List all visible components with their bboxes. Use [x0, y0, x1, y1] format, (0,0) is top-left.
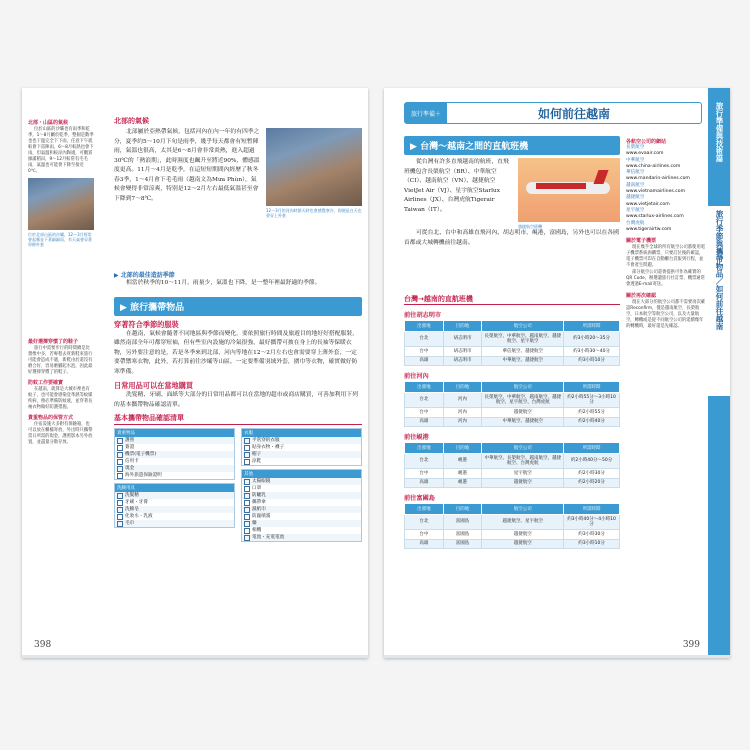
left-page: [22, 88, 368, 658]
checklist-category: 貴重物品: [115, 429, 234, 437]
checkbox-icon[interactable]: [117, 507, 123, 513]
checklist-item-label: 洗髮精: [125, 493, 139, 498]
checklist-item-label: 涼鞋: [252, 459, 262, 464]
table-cell: 富國島: [443, 515, 482, 530]
best-season-heading-text: 北部的最佳造訪季節: [120, 272, 175, 279]
sapa-photo: [28, 178, 94, 230]
checkbox-icon[interactable]: [244, 445, 250, 451]
table-cell: 星宇航空: [482, 469, 564, 479]
best-season-heading: ▶ 北部的最佳造訪季節: [114, 272, 175, 279]
table-cell: 台北: [405, 393, 444, 408]
airline-entry: [626, 145, 706, 158]
checklist-item[interactable]: [242, 492, 361, 499]
checklist-item[interactable]: [115, 492, 234, 499]
airline-name: 越捷航空: [626, 195, 645, 201]
table-row: [405, 469, 620, 479]
table-cell: 富國島: [443, 539, 482, 549]
checkbox-icon[interactable]: [244, 438, 250, 444]
page-number-right: 399: [682, 640, 700, 650]
checkbox-icon[interactable]: [244, 514, 250, 520]
checklist-item[interactable]: [115, 499, 234, 506]
checklist-item-label: 防蟲噴霧: [252, 514, 271, 519]
checklist-item[interactable]: [115, 451, 234, 458]
reconfirm-heading: 關於再次確認: [626, 293, 657, 300]
checkbox-icon[interactable]: [117, 466, 123, 472]
table-row: [405, 515, 620, 530]
eticket-body-2: 部分航空公司還會提供可作為確實的QR Code，辦選遺旅行社訂票，機票通常會透過E-mail寄送。: [626, 270, 705, 288]
checklist-item-label: 濕紙巾: [252, 507, 266, 512]
route-col-header: 所需時間: [564, 504, 620, 515]
route-col-header: 航空公司: [482, 382, 564, 393]
table-cell: 河內: [443, 393, 482, 408]
airline-entry: [626, 221, 706, 234]
checklist-item[interactable]: [115, 465, 234, 472]
table-cell: 胡志明市: [443, 356, 482, 366]
route-col-header: 目的地: [443, 321, 482, 332]
side-heading-mosquito: 防蚊工作要確實: [28, 380, 64, 386]
checklist-item-label: 電池・充電電池: [252, 535, 285, 540]
table-cell: 台中: [405, 469, 444, 479]
table-row: [405, 393, 620, 408]
checklist-item-label: 相機: [252, 528, 262, 533]
table-cell: 約2小時40分～50分: [564, 454, 620, 469]
table-row: [405, 454, 620, 469]
clothes-heading: 穿著符合季節的服裝: [114, 319, 179, 329]
table-cell: 高雄: [405, 539, 444, 549]
side-tab-label-2: 旅行季節與攜帶物品／如何前往越南: [715, 210, 724, 330]
checklist-title: 基本攜帶物品確認清單: [114, 413, 362, 425]
table-cell: 越捷航空、星宇航空: [482, 515, 564, 530]
table-cell: 胡志明市: [443, 332, 482, 347]
airline-name: 台灣虎航: [626, 220, 645, 226]
table-cell: 約3小時30～40分: [564, 347, 620, 357]
checklist-item[interactable]: [242, 513, 361, 520]
eticket-body: 現在幾乎全球的所有航空公司都使用電子機票系統詢購票，只要訂位後的確認，電子機票可印在自動櫃台頁報到行程，並不會產生問題。: [626, 245, 706, 269]
checkbox-icon[interactable]: [244, 500, 250, 506]
table-row: [405, 347, 620, 357]
checkbox-icon[interactable]: [117, 514, 123, 520]
table-cell: 約2小時20分: [564, 478, 620, 488]
checklist-item-label: 口罩: [252, 486, 262, 491]
route-col-header: 出發地: [405, 504, 444, 515]
routes-title: 台灣→越南的直航班機: [404, 294, 620, 305]
table-cell: 中華航空、越捷航空: [482, 356, 564, 366]
table-cell: 約3小時10分: [564, 539, 620, 549]
table-row: [405, 332, 620, 347]
table-cell: 台中: [405, 408, 444, 418]
table-cell: 越捷航空: [482, 408, 564, 418]
checklist-grid: [114, 428, 362, 545]
checklist-item-label: 現金: [125, 466, 135, 471]
checklist-item-label: 機票(電子機票): [125, 452, 157, 457]
routes-section: [404, 294, 620, 549]
checklist-item-label: 貼身衣物・襪子: [252, 445, 285, 450]
checklist-item[interactable]: [242, 520, 361, 527]
side-paragraph-valuables: 住宿設施大多附有保險箱，也可以放在櫃檯寄放，外出時只攜帶當日所需的現金，護照影本另外放置，並盡量分散存放。: [28, 422, 93, 445]
route-table: [404, 381, 620, 427]
airline-url-link[interactable]: www.starlux-airlines.com: [626, 214, 684, 220]
reconfirm-body: 現在大部分的航空公司都不需要再次確認Reconfirm，僅是越南航空，長榮航空，日本航空等航空公司，以及大量航空，轉機或是從不同航空公司的延續幾年的轉機時，最好還是先確認。: [626, 300, 706, 330]
chapter-header: [404, 102, 702, 124]
table-cell: 長榮航空、中華航空、越南航空、越捷航空、星宇航空: [482, 332, 564, 347]
checkbox-icon[interactable]: [117, 438, 123, 444]
checklist-item-label: 攜帶傘: [252, 500, 266, 505]
route-col-header: 出發地: [405, 443, 444, 454]
table-cell: 華信航空、越捷航空: [482, 347, 564, 357]
direct-flight-band-text: 台灣～越南之間的直航班機: [420, 142, 529, 152]
checklist-item-label: 護照: [125, 438, 135, 443]
checklist-item[interactable]: [242, 478, 361, 485]
checklist-item-label: 信用卡: [125, 459, 139, 464]
hanoi-photo-caption: 12～3月的河內時節天時也會感覺寒冷，即便是白天也要穿上外套: [266, 208, 362, 218]
climate-heading: 北部的氣候: [114, 117, 149, 125]
checklist-category: 衣服: [242, 429, 361, 437]
table-cell: 台北: [405, 332, 444, 347]
route-table: [404, 442, 620, 488]
airline-url-link[interactable]: www.vietjetair.com: [626, 201, 670, 207]
route-col-header: 所需時間: [564, 382, 620, 393]
checklist-item[interactable]: [242, 534, 361, 541]
checklist-item[interactable]: [115, 458, 234, 465]
table-cell: 約2小時55分～3小時10分: [564, 393, 620, 408]
airline-name: 星宇航空: [626, 207, 645, 213]
table-cell: 峴港: [443, 469, 482, 479]
airline-entry: [626, 195, 706, 208]
direct-flight-body: 從台灣有許多直飛越南的航班，直飛班機包含長榮航空（BR）、中華航空（CI）、越南航空（VN）、越捷航空VietJet Air（VJ）、星宇航空Starlux Airlines（JX）、台灣虎航Tigerair Taiwan（IT）。: [404, 159, 509, 213]
checklist-item-label: 簽證: [125, 445, 135, 450]
direct-flight-band: ▶ 台灣～越南之間的直航班機: [404, 136, 620, 155]
clothes-body: 在越南，氣候會隨著不同地區與季節而變化，要依照旅行時間及旅遊目的地好好搭配服裝，雖然南部全年可都穿短袖，但有些室內設施的冷氣很強，最好攜帶可披在身上的長袖等保暖衣物，另外要注意的是，若是冬季來到北部，河內等地在12～2月左右也會需要穿上薄外套，一定要帶禦寒衣物，此外，若打算前往沙壩等山區，一定要準備羽絨外套，圍巾等衣物，確實做好防寒準備。: [114, 330, 358, 375]
checklist-group: [241, 428, 362, 466]
checkbox-icon[interactable]: [244, 493, 250, 499]
side-paragraph: 位於山區的沙壩也有雨季和乾季，1～8月屬於乾季，整個是數季也也干溫完全下下雨，任意下午就較會下雷陣雨，6～8月較熱也會下雨，但氣溫和較涼內陶適，可觀賞綠滿稻田，9～12月較常有毛毛雨，氣溫也可能會下降至接近0℃。: [28, 127, 94, 174]
checkbox-icon[interactable]: [117, 445, 123, 451]
airline-url-link[interactable]: www.mandarin-airlines.com: [626, 176, 690, 182]
airline-name: 越南航空: [626, 182, 645, 188]
side-column: [28, 116, 94, 446]
checklist-item[interactable]: [242, 458, 361, 465]
checkbox-icon[interactable]: [244, 521, 250, 527]
daily-goods-body: 洗髮精、牙刷、面紙等大部分的日常用品都可以在當地的超市或商店購買，可善加利用下列的基本攜帶物品確認清單。: [114, 392, 358, 408]
checklist-item-label: 防曬乳: [252, 493, 266, 498]
route-heading: 前往富國島: [404, 495, 435, 502]
page-number-left: 398: [34, 640, 52, 650]
table-cell: 富國島: [443, 530, 482, 540]
chapter-tag: 旅行準備＋: [405, 103, 447, 123]
table-cell: 中華航空、長榮航空、越南航空、越捷航空、台灣虎航: [482, 454, 564, 469]
airline-name: 華信航空: [626, 170, 645, 176]
checklist-item[interactable]: [115, 513, 234, 520]
main-column: [114, 116, 362, 545]
side-heading-valuables: 貴重物品的保管方式: [28, 415, 74, 421]
checklist-item[interactable]: [115, 437, 234, 444]
table-cell: 台北: [405, 515, 444, 530]
table-cell: 峴港: [443, 478, 482, 488]
side-tab-label-1: 旅行準備與技術篇: [715, 102, 724, 162]
table-cell: 約3小時30分: [564, 530, 620, 540]
checklist-item-label: 毛巾: [125, 521, 135, 526]
checklist-category: 洗臉用具: [115, 484, 234, 492]
airline-url-link[interactable]: www.china-airlines.com: [626, 163, 681, 169]
checklist-item-label: 帽子: [252, 452, 262, 457]
side-paragraph-mosquito: 在越南，就算是大城市裡也有蚊子，也可能會感染登革熱等蚊媒疾病，務必準備防蚊液，並穿著長袖衣物做好防護措施。: [28, 387, 93, 410]
best-season-body: 相當於秋季的10～11月，雨量少，氣溫也下降，是一整年裡最舒適的季節。: [126, 280, 321, 286]
airline-name: 長榮航空: [626, 145, 645, 150]
airline-info-column: [626, 138, 706, 330]
table-cell: 胡志明市: [443, 347, 482, 357]
table-cell: 長榮航空、中華航空、越南航空、越捷航空、星宇航空、台灣虎航: [482, 393, 564, 408]
table-cell: 中華航空、越捷航空: [482, 417, 564, 427]
table-cell: 約2小時55分: [564, 408, 620, 418]
table-row: [405, 530, 620, 540]
route-heading: 前往峴港: [404, 434, 429, 441]
table-cell: 約3小時20～35分: [564, 332, 620, 347]
table-cell: 越捷航空: [482, 478, 564, 488]
checklist-category: 其他: [242, 470, 361, 478]
airline-name: 中華航空: [626, 157, 645, 163]
checkbox-icon[interactable]: [244, 507, 250, 513]
route-col-header: 所需時間: [564, 443, 620, 454]
checklist-group: [114, 483, 235, 528]
checkbox-icon[interactable]: [244, 528, 250, 534]
side-heading-shoes: 最好選擇穿慣了的鞋子: [28, 339, 79, 345]
checklist-item-label: 牙刷・牙膏: [125, 500, 148, 505]
route-col-header: 航空公司: [482, 504, 564, 515]
table-cell: 高雄: [405, 356, 444, 366]
table-cell: 台中: [405, 347, 444, 357]
direct-flight-body-2: 可從台北、台中和高雄直飛河內、胡志明市，峴港，富國島，另外也可以在各國首都或大城轉機前往越南。: [404, 230, 619, 246]
airline-url-link[interactable]: www.tigerairtw.com: [626, 226, 672, 232]
route-heading: 前往河內: [404, 373, 429, 380]
checklist-item-label: 化妝水・乳液: [125, 514, 153, 519]
checkbox-icon[interactable]: [244, 459, 250, 465]
hanoi-street-photo: [266, 128, 362, 206]
route-col-header: 航空公司: [482, 321, 564, 332]
daily-goods-heading: 日常用品可以在當地購買: [114, 381, 194, 390]
checklist-group: [241, 469, 362, 542]
route-col-header: 出發地: [405, 382, 444, 393]
table-cell: 峴港: [443, 454, 482, 469]
table-cell: 台北: [405, 454, 444, 469]
carry-band-text: 旅行攜帶物品: [130, 302, 185, 313]
bottom-rule: [22, 655, 368, 658]
side-heading-climate: 北部・山區的氣候: [28, 120, 69, 126]
side-tab: [708, 88, 730, 658]
checkbox-icon[interactable]: [117, 452, 123, 458]
eticket-heading: 關於電子機票: [626, 238, 657, 245]
route-col-header: 目的地: [443, 504, 482, 515]
table-cell: 約2小時30分: [564, 469, 620, 479]
airline-url-link[interactable]: www.evaair.com: [626, 151, 664, 157]
checklist-item-label: 太陽眼鏡: [252, 479, 271, 484]
table-row: [405, 478, 620, 488]
checklist-item-label: 海外旅遊保險證明: [125, 473, 162, 478]
checkbox-icon[interactable]: [244, 486, 250, 492]
chapter-title: 如何前往越南: [538, 106, 611, 121]
route-col-header: 航空公司: [482, 443, 564, 454]
checklist-item-label: 藥: [252, 521, 257, 526]
carry-band: ▶ 旅行攜帶物品: [114, 297, 362, 316]
checkbox-icon[interactable]: [117, 459, 123, 465]
right-page: [384, 88, 730, 658]
route-table: [404, 320, 620, 366]
checklist-item[interactable]: [242, 499, 361, 506]
direct-flight-section: [404, 136, 620, 248]
table-cell: 高雄: [405, 417, 444, 427]
table-cell: 約3小時40分～4小時10分: [564, 515, 620, 530]
checkbox-icon[interactable]: [244, 535, 250, 541]
checklist-item[interactable]: [242, 527, 361, 534]
table-cell: 越捷航空: [482, 539, 564, 549]
airline-sites-title: 各航空公司的網站: [626, 139, 667, 145]
checklist-item[interactable]: [242, 444, 361, 451]
route-heading: 前往胡志明市: [404, 312, 442, 319]
table-cell: 河內: [443, 417, 482, 427]
route-tables: [404, 310, 620, 549]
checklist-item[interactable]: [115, 472, 234, 479]
checkbox-icon[interactable]: [244, 452, 250, 458]
table-row: [405, 417, 620, 427]
table-row: [405, 539, 620, 549]
airline-entry: [626, 183, 706, 196]
checklist-item[interactable]: [242, 451, 361, 458]
route-col-header: 目的地: [443, 382, 482, 393]
table-row: [405, 356, 620, 366]
checklist-item[interactable]: [115, 520, 234, 527]
side-tab-active: [708, 206, 730, 396]
checklist-item[interactable]: [115, 444, 234, 451]
sapa-photo-caption: 位於北部山區的沙壩，12～3月經常會起霧並下著細細雨，有天氣會穿著厚棉外套: [28, 232, 92, 247]
table-cell: 越捷航空: [482, 530, 564, 540]
airline-entry: [626, 170, 706, 183]
checklist-item-label: 洗臉皂: [125, 507, 139, 512]
checkbox-icon[interactable]: [117, 521, 123, 527]
checklist-item[interactable]: [242, 437, 361, 444]
airline-list: [626, 145, 706, 233]
checkbox-icon[interactable]: [117, 493, 123, 499]
airline-entry: [626, 208, 706, 221]
table-cell: 高雄: [405, 478, 444, 488]
checklist-group: [114, 428, 235, 480]
checkbox-icon[interactable]: [244, 479, 250, 485]
airline-url-link[interactable]: www.vietnamairlines.com: [626, 189, 686, 195]
route-col-header: 出發地: [405, 321, 444, 332]
route-table: [404, 503, 620, 549]
route-col-header: 目的地: [443, 443, 482, 454]
checkbox-icon[interactable]: [117, 500, 123, 506]
table-cell: 河內: [443, 408, 482, 418]
checkbox-icon[interactable]: [117, 473, 123, 479]
route-col-header: 所需時間: [564, 321, 620, 332]
checklist-item-label: 平常穿的衣服: [252, 438, 280, 443]
table-cell: 台中: [405, 530, 444, 540]
checklist-item[interactable]: [242, 506, 361, 513]
vietjet-photo-caption: 越捷航空班機: [518, 224, 542, 229]
climate-body: 北部屬於亞熱帶氣候，包括河內在內一年約有四季之分，夏季約5～10月下旬是雨季，幾乎每天都會有短暫陣雨，氣溫也很高，太其是6～8月會非常炎熱，進入超過30℃的「熱浪期」，此時濕度也飆升至將近90%，體感溫度更高。11月～4月是乾季，在這短短期間內經歷了秋冬春3季，1～4月會下毛毛雨（越南文為Mưa Phùn），氣候會變得非常涼爽，特別是12～2月左右最低氣溫甚至會下降到7～8℃。: [114, 129, 260, 202]
airline-entry: [626, 158, 706, 171]
side-paragraph-shoes: 旅行中需要步行的時間總是比想像中多，若專程去買新鞋來旅行可能會造成不適，新鞋由於還沒有磨合好，容易磨腳起水泡，因此最好選擇穿慣了的鞋子。: [28, 346, 93, 375]
table-cell: 約2小時40分: [564, 417, 620, 427]
table-row: [405, 408, 620, 418]
vietjet-photo: [518, 158, 620, 222]
table-cell: 約3小時10分: [564, 356, 620, 366]
bottom-rule-right: [384, 655, 730, 658]
checklist-item[interactable]: [115, 506, 234, 513]
checklist-item[interactable]: [242, 485, 361, 492]
